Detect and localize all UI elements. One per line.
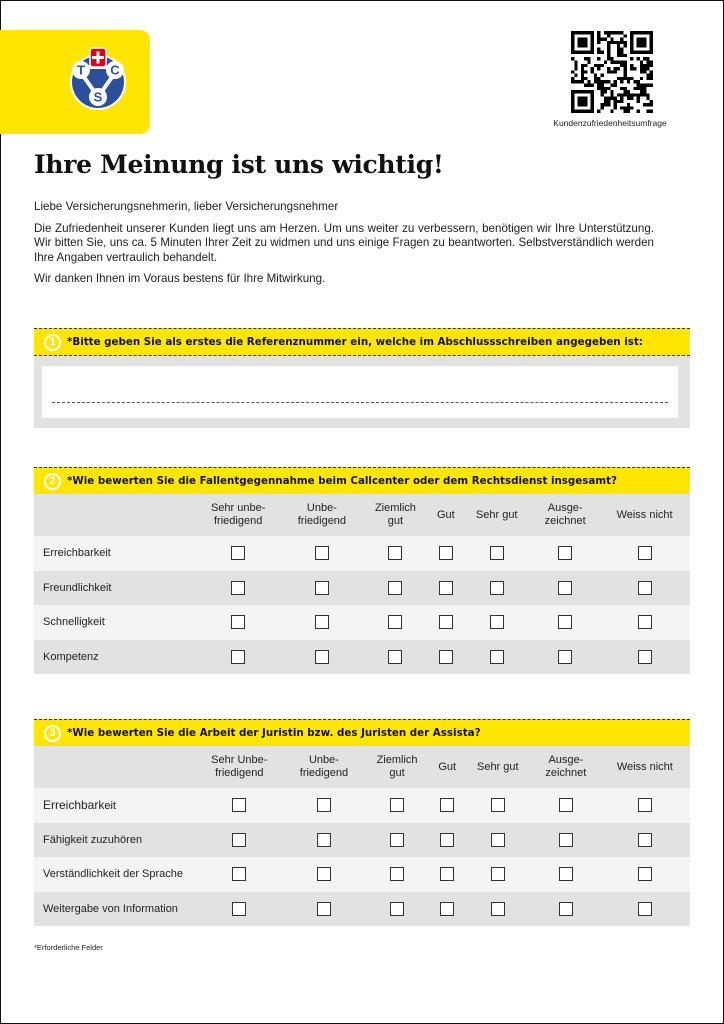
rating-checkbox[interactable] <box>638 902 652 916</box>
rating-checkbox[interactable] <box>232 902 246 916</box>
rating-checkbox[interactable] <box>388 581 402 595</box>
q2-rating-cell <box>194 571 282 606</box>
rating-checkbox[interactable] <box>490 546 504 560</box>
tcs-logo <box>67 47 129 111</box>
q2-row-label: Kompetenz <box>43 650 99 663</box>
rating-checkbox[interactable] <box>440 798 454 812</box>
rating-checkbox[interactable] <box>232 798 246 812</box>
rating-checkbox[interactable] <box>491 798 505 812</box>
q2-rating-cell <box>531 571 599 606</box>
rating-checkbox[interactable] <box>390 798 404 812</box>
q3-rating-cell <box>285 788 364 823</box>
page-title: Ihre Meinung ist uns wichtig! <box>34 150 444 179</box>
q2-rating-cell <box>194 536 282 571</box>
reference-number-line <box>52 402 668 403</box>
q3-row-label: Verständlichkeit der Sprache <box>43 868 184 881</box>
q3-row-label: Fähigkeit zuzuhören <box>43 833 143 846</box>
q2-row-label: Schnelligkeit <box>43 616 105 629</box>
q2-rating-cell <box>599 571 690 606</box>
q3-rating-cell <box>431 823 464 858</box>
q3-column-header: Gut <box>438 760 457 773</box>
rating-checkbox[interactable] <box>317 833 331 847</box>
q2-rating-cell <box>429 605 462 640</box>
q3-rating-cell <box>194 823 285 858</box>
rating-checkbox[interactable] <box>558 615 572 629</box>
q2-table-row <box>34 640 690 675</box>
q3-rating-cell <box>363 788 431 823</box>
rating-checkbox[interactable] <box>440 867 454 881</box>
q3-header <box>34 719 690 747</box>
intro-thanks: Wir danken Ihnen im Voraus bestens für Ihre Mitwirkung. <box>34 272 326 285</box>
rating-checkbox[interactable] <box>390 867 404 881</box>
rating-checkbox[interactable] <box>388 650 402 664</box>
q2-header-row <box>34 494 690 536</box>
q3-rating-cell <box>600 857 690 892</box>
q2-rating-cell <box>361 640 429 675</box>
q2-table-row <box>34 571 690 606</box>
rating-checkbox[interactable] <box>315 650 329 664</box>
q2-rating-cell <box>462 640 531 675</box>
q3-rating-cell <box>464 823 533 858</box>
q3-rating-cell <box>363 892 431 927</box>
rating-checkbox[interactable] <box>315 615 329 629</box>
q3-rating-cell <box>194 788 285 823</box>
q3-table-row <box>34 823 690 858</box>
q2-rating-cell <box>429 640 462 675</box>
q2-rating-table <box>34 494 690 674</box>
rating-checkbox[interactable] <box>440 902 454 916</box>
q2-rating-cell <box>282 605 361 640</box>
rating-checkbox[interactable] <box>388 546 402 560</box>
q3-rating-table <box>34 746 690 926</box>
q2-row-label: Erreichbarkeit <box>43 547 111 560</box>
rating-checkbox[interactable] <box>638 615 652 629</box>
q3-column-header: Ziemlich gut <box>376 754 418 779</box>
rating-checkbox[interactable] <box>315 581 329 595</box>
q3-column-header: Ausge- zeichnet <box>545 754 587 779</box>
intro-text <box>34 200 654 294</box>
q3-rating-cell <box>532 823 600 858</box>
q3-rating-cell <box>285 823 364 858</box>
q2-table-row <box>34 536 690 571</box>
q3-rating-cell <box>600 892 690 927</box>
q2-rating-cell <box>599 640 690 675</box>
rating-checkbox[interactable] <box>638 546 652 560</box>
q3-column-header: Weiss nicht <box>616 760 673 773</box>
rating-checkbox[interactable] <box>490 615 504 629</box>
rating-checkbox[interactable] <box>439 650 453 664</box>
q2-rating-cell <box>462 571 531 606</box>
rating-checkbox[interactable] <box>317 902 331 916</box>
q3-rating-cell <box>431 892 464 927</box>
q2-rating-cell <box>429 536 462 571</box>
q3-title: *Wie bewerten Sie die Arbeit der Juristin bzw. des Juristen der Assista? <box>67 727 481 739</box>
q3-rating-cell <box>194 892 285 927</box>
rating-checkbox[interactable] <box>559 902 573 916</box>
rating-checkbox[interactable] <box>491 902 505 916</box>
q3-rating-cell <box>363 857 431 892</box>
q2-rating-cell <box>194 605 282 640</box>
q2-rating-cell <box>531 640 599 675</box>
q2-header-blank <box>34 494 194 536</box>
q2-rating-cell <box>361 571 429 606</box>
q3-rating-cell <box>600 823 690 858</box>
q2-rating-cell <box>531 536 599 571</box>
q2-column-header: Unbe- friedigend <box>297 502 347 527</box>
q3-table-row <box>34 857 690 892</box>
q1-header <box>34 328 690 356</box>
q2-column-header: Weiss nicht <box>616 508 673 521</box>
rating-checkbox[interactable] <box>490 581 504 595</box>
q2-rating-cell <box>531 605 599 640</box>
q2-rating-cell <box>282 571 361 606</box>
q2-rating-cell <box>361 605 429 640</box>
rating-checkbox[interactable] <box>439 581 453 595</box>
qr-caption: Kundenzufriedenheitsumfrage <box>553 118 667 128</box>
q2-rating-cell <box>462 605 531 640</box>
q3-rating-cell <box>431 857 464 892</box>
rating-checkbox[interactable] <box>638 581 652 595</box>
q3-rating-cell <box>464 857 533 892</box>
rating-checkbox[interactable] <box>558 650 572 664</box>
rating-checkbox[interactable] <box>388 615 402 629</box>
logo-letter-s: S <box>93 89 103 105</box>
q3-column-header: Sehr gut <box>476 760 519 773</box>
q2-rating-cell <box>194 640 282 675</box>
intro-greeting: Liebe Versicherungsnehmerin, lieber Versicherungsnehmer <box>34 200 339 213</box>
q3-rating-cell <box>363 823 431 858</box>
rating-checkbox[interactable] <box>390 902 404 916</box>
q2-rating-cell <box>599 605 690 640</box>
rating-checkbox[interactable] <box>439 546 453 560</box>
q1-title: *Bitte geben Sie als erstes die Referenznummer ein, welche im Abschlussschreiben angegeben ist: <box>67 336 643 348</box>
q2-rating-cell <box>282 536 361 571</box>
rating-checkbox[interactable] <box>317 867 331 881</box>
q3-header-blank <box>34 746 194 788</box>
rating-checkbox[interactable] <box>232 833 246 847</box>
q2-rating-cell <box>462 536 531 571</box>
reference-number-input[interactable] <box>42 366 678 418</box>
q3-table-row <box>34 892 690 927</box>
q2-column-header: Ziemlich gut <box>374 502 416 527</box>
q2-row-label: Freundlichkeit <box>43 581 112 594</box>
rating-checkbox[interactable] <box>638 833 652 847</box>
required-fields-note: *Erforderliche Felder <box>34 943 103 952</box>
rating-checkbox[interactable] <box>559 867 573 881</box>
q2-column-header: Ausge- zeichnet <box>544 502 586 527</box>
q2-rating-cell <box>282 640 361 675</box>
q3-column-header: Unbe- friedigend <box>299 754 349 779</box>
logo-letter-t: T <box>77 62 85 78</box>
q3-number-badge: 3 <box>44 725 61 742</box>
intro-body: Die Zufriedenheit unserer Kunden liegt uns am Herzen. Um uns weiter zu verbessern, benötigen wir Ihre Unterstützung. Wir bitten Sie, uns ca. 5 Minuten Ihrer Zeit zu widmen und uns einige Fragen zu beantworten. Selbstverständlich werden Ihre Angaben vertraulich behandelt. <box>34 221 654 264</box>
logo-letter-c: C <box>110 62 120 78</box>
q3-row-label: Weitergabe von Information <box>43 902 178 915</box>
q2-rating-cell <box>361 536 429 571</box>
q3-rating-cell <box>532 892 600 927</box>
qr-code-icon[interactable] <box>571 31 653 113</box>
row-label-part: Erreichbark <box>43 798 105 813</box>
rating-checkbox[interactable] <box>390 833 404 847</box>
q2-column-header: Gut <box>436 508 455 521</box>
q3-rating-cell <box>431 788 464 823</box>
q3-rating-cell <box>532 788 600 823</box>
q1-number-badge: 1 <box>44 334 61 351</box>
q3-table-row <box>34 788 690 823</box>
q3-rating-cell <box>532 857 600 892</box>
q2-column-header: Sehr unbe- friedigend <box>210 502 266 527</box>
rating-checkbox[interactable] <box>638 798 652 812</box>
q3-row-label <box>34 788 194 823</box>
q2-header <box>34 467 690 495</box>
rating-checkbox[interactable] <box>231 615 245 629</box>
q2-number-badge: 2 <box>44 473 61 490</box>
rating-checkbox[interactable] <box>638 650 652 664</box>
q3-header-row <box>34 746 690 788</box>
rating-checkbox[interactable] <box>231 650 245 664</box>
q3-rating-cell <box>600 788 690 823</box>
q3-rating-cell <box>464 892 533 927</box>
q1-panel <box>34 356 690 428</box>
rating-checkbox[interactable] <box>231 546 245 560</box>
q3-rating-cell <box>285 892 364 927</box>
rating-checkbox[interactable] <box>559 833 573 847</box>
rating-checkbox[interactable] <box>558 546 572 560</box>
rating-checkbox[interactable] <box>490 650 504 664</box>
rating-checkbox[interactable] <box>491 867 505 881</box>
rating-checkbox[interactable] <box>491 833 505 847</box>
q3-rating-cell <box>464 788 533 823</box>
q3-column-header: Sehr Unbe- friedigend <box>211 754 268 779</box>
rating-checkbox[interactable] <box>440 833 454 847</box>
q2-rating-cell <box>599 536 690 571</box>
rating-checkbox[interactable] <box>317 798 331 812</box>
q3-rating-cell <box>285 857 364 892</box>
rating-checkbox[interactable] <box>232 867 246 881</box>
q2-column-header: Sehr gut <box>475 508 518 521</box>
q3-rating-cell <box>194 857 285 892</box>
rating-checkbox[interactable] <box>439 615 453 629</box>
q2-rating-cell <box>429 571 462 606</box>
rating-checkbox[interactable] <box>315 546 329 560</box>
rating-checkbox[interactable] <box>558 581 572 595</box>
rating-checkbox[interactable] <box>231 581 245 595</box>
q2-table-row <box>34 605 690 640</box>
rating-checkbox[interactable] <box>638 867 652 881</box>
rating-checkbox[interactable] <box>559 798 573 812</box>
q2-title: *Wie bewerten Sie die Fallentgegennahme beim Callcenter oder dem Rechtsdienst insgesamt? <box>67 475 617 487</box>
row-label-part: eit <box>104 800 116 813</box>
